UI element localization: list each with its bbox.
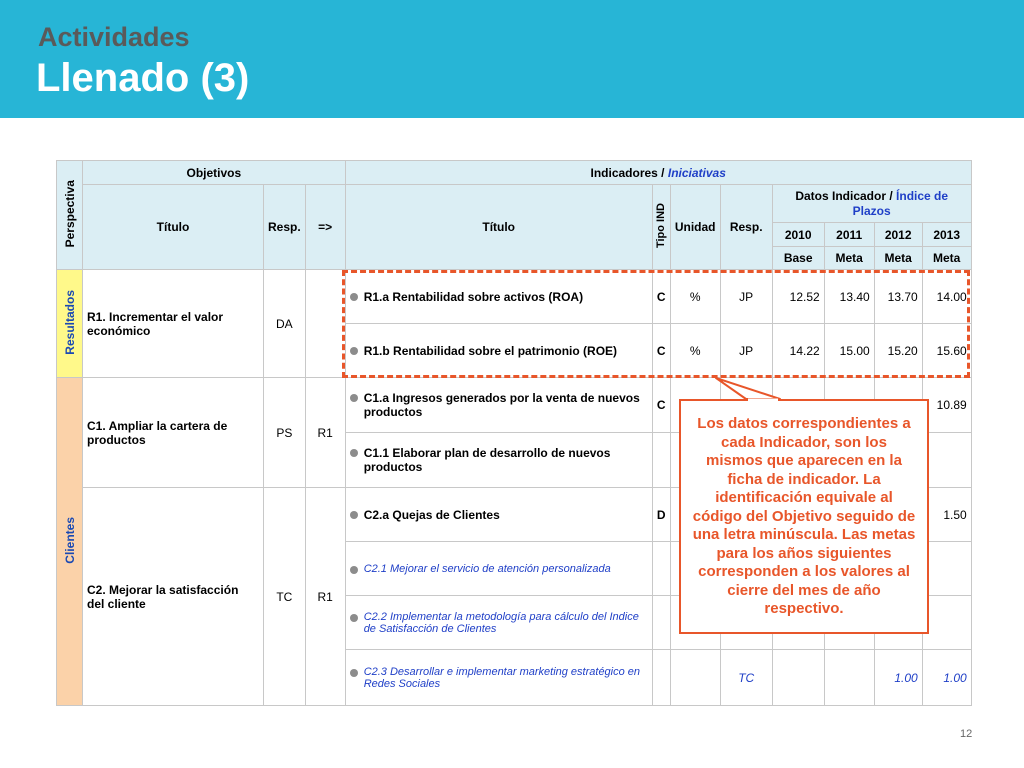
bullet-icon bbox=[350, 394, 358, 402]
datos-indicador-header: Datos Indicador / Índice de Plazos bbox=[772, 185, 971, 223]
bullet-icon bbox=[350, 449, 358, 457]
perspectiva-header: Perspectiva bbox=[57, 161, 83, 270]
objective-link: R1 bbox=[305, 488, 345, 706]
indicator-tipo: C bbox=[652, 324, 670, 378]
indicator-title: C2.a Quejas de Clientes bbox=[345, 488, 652, 542]
value-2012: 15.20 bbox=[874, 324, 922, 378]
bullet-icon bbox=[350, 511, 358, 519]
objective-title: R1. Incrementar el valor económico bbox=[83, 270, 264, 378]
year-type-2011: Meta bbox=[824, 247, 874, 270]
indicator-tipo bbox=[652, 433, 670, 488]
objetivo-link-header: => bbox=[305, 185, 345, 270]
indicator-unidad bbox=[670, 650, 720, 706]
indicator-tipo: C bbox=[652, 378, 670, 433]
value-2012: 1.00 bbox=[874, 650, 922, 706]
indicator-tipo bbox=[652, 650, 670, 706]
iniciativas-label: Iniciativas bbox=[667, 165, 726, 180]
slide-header bbox=[0, 0, 1024, 118]
initiative-title: C2.2 Implementar la metodología para cálculo del Indice de Satisfacción de Clientes bbox=[345, 596, 652, 650]
bullet-icon bbox=[350, 669, 358, 677]
indicator-resp: TC bbox=[720, 650, 772, 706]
objective-link bbox=[305, 270, 345, 378]
value-2010 bbox=[772, 650, 824, 706]
indicator-title: R1.a Rentabilidad sobre activos (ROA) bbox=[345, 270, 652, 324]
perspective-clientes: Clientes bbox=[57, 378, 83, 706]
indicadores-header: Indicadores / Iniciativas bbox=[345, 161, 971, 185]
value-2011: 15.00 bbox=[824, 324, 874, 378]
value-2013: 10.89 bbox=[922, 378, 971, 433]
objective-resp: DA bbox=[264, 270, 306, 378]
bullet-icon bbox=[350, 347, 358, 355]
year-type-2013: Meta bbox=[922, 247, 971, 270]
indicator-unidad: % bbox=[670, 324, 720, 378]
bullet-icon bbox=[350, 293, 358, 301]
indicator-tipo: D bbox=[652, 488, 670, 542]
initiative-title: C2.1 Mejorar el servicio de atención personalizada bbox=[345, 542, 652, 596]
year-type-2012: Meta bbox=[874, 247, 922, 270]
bullet-icon bbox=[350, 566, 358, 574]
indicador-resp-header: Resp. bbox=[720, 185, 772, 270]
year-type-2010: Base bbox=[772, 247, 824, 270]
indicator-title: C1.a Ingresos generados por la venta de nuevos productos bbox=[345, 378, 652, 433]
objective-title: C1. Ampliar la cartera de productos bbox=[83, 378, 264, 488]
page-number: 12 bbox=[960, 728, 973, 740]
value-2013: 14.00 bbox=[922, 270, 971, 324]
value-2010: 12.52 bbox=[772, 270, 824, 324]
perspective-resultados: Resultados bbox=[57, 270, 83, 378]
indicator-tipo bbox=[652, 542, 670, 596]
value-2011 bbox=[824, 650, 874, 706]
objective-link: R1 bbox=[305, 378, 345, 488]
value-2011: 13.40 bbox=[824, 270, 874, 324]
initiative-title: C2.3 Desarrollar e implementar marketing estratégico en Redes Sociales bbox=[345, 650, 652, 706]
table-row bbox=[57, 270, 972, 324]
indicator-title: R1.b Rentabilidad sobre el patrimonio (ROE) bbox=[345, 324, 652, 378]
objective-title: C2. Mejorar la satisfacción del cliente bbox=[83, 488, 264, 706]
indicator-resp: JP bbox=[720, 270, 772, 324]
slide-title: Llenado (3) bbox=[36, 56, 250, 100]
objective-resp: TC bbox=[264, 488, 306, 706]
value-2013 bbox=[922, 433, 971, 488]
year-2011: 2011 bbox=[824, 223, 874, 247]
value-2013 bbox=[922, 596, 971, 650]
indicator-unidad: % bbox=[670, 270, 720, 324]
unidad-header: Unidad bbox=[670, 185, 720, 270]
callout-note: Los datos correspondientes a cada Indicador, son los mismos que aparecen en la ficha de indicador. La identificación equivale al código del Objetivo seguido de una letra minúscula. Las metas para los años siguientes corresponden a los valores al cierre del mes de año respectivo. bbox=[679, 399, 929, 634]
value-2012: 13.70 bbox=[874, 270, 922, 324]
value-2013: 15.60 bbox=[922, 324, 971, 378]
year-2012: 2012 bbox=[874, 223, 922, 247]
year-2013: 2013 bbox=[922, 223, 971, 247]
objective-resp: PS bbox=[264, 378, 306, 488]
indicator-resp: JP bbox=[720, 324, 772, 378]
slide-subtitle: Actividades bbox=[38, 22, 190, 52]
tipo-ind-header: Tipo IND bbox=[652, 185, 670, 270]
year-2010: 2010 bbox=[772, 223, 824, 247]
bullet-icon bbox=[350, 614, 358, 622]
indicator-tipo: C bbox=[652, 270, 670, 324]
value-2013: 1.00 bbox=[922, 650, 971, 706]
indicator-tipo bbox=[652, 596, 670, 650]
initiative-title: C1.1 Elaborar plan de desarrollo de nuevos productos bbox=[345, 433, 652, 488]
value-2010: 14.22 bbox=[772, 324, 824, 378]
objetivo-titulo-header: Título bbox=[83, 185, 264, 270]
value-2013 bbox=[922, 542, 971, 596]
objetivos-header: Objetivos bbox=[83, 161, 346, 185]
indicador-titulo-header: Título bbox=[345, 185, 652, 270]
objetivo-resp-header: Resp. bbox=[264, 185, 306, 270]
value-2013: 1.50 bbox=[922, 488, 971, 542]
